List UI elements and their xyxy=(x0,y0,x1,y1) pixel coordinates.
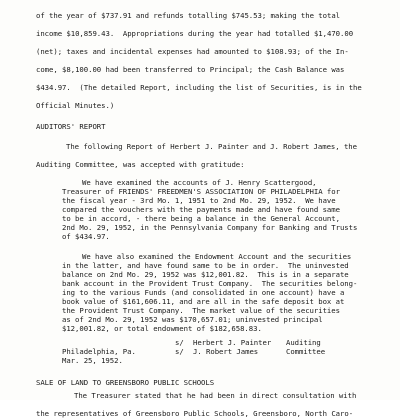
audit-para1-line-4: compared the vouchers with the payments made and have found same xyxy=(62,205,340,214)
intro-line-1: of the year of $737.91 and refunds totalling $745.53; making the total xyxy=(36,11,341,20)
audit-para2-line-7: the Provident Trust Company. The market value of the securities xyxy=(62,306,340,315)
intro-line-3: (net); taxes and incidental expenses had amounted to $108.93; of the In- xyxy=(36,47,349,56)
signature-mark-2: s/ xyxy=(175,347,184,356)
signature-role-1: Auditing xyxy=(286,338,321,347)
audit-para2-line-3: balance on 2nd Mo. 29, 1952 was $12,001.82. This is in a separate xyxy=(62,270,349,279)
audit-para1-line-1: We have examined the accounts of J. Henry Scattergood, xyxy=(82,178,317,187)
sale-line-2: the representatives of Greensboro Public Schools, Greensboro, North Caro- xyxy=(36,409,354,418)
audit-para2-line-6: book value of $161,606.11, and are all in the safe deposit box at xyxy=(62,297,345,306)
audit-para2-line-4: bank account in the Provident Trust Company. The securities belong- xyxy=(62,279,358,288)
audit-para2-line-2: in the latter, and have found same to be in order. The uninvested xyxy=(62,261,349,270)
sale-heading: SALE OF LAND TO GREENSBORO PUBLIC SCHOOLS xyxy=(36,378,215,387)
auditors-intro-line-1: The following Report of Herbert J. Painter and J. Robert James, the xyxy=(66,142,357,151)
intro-line-4: come, $8,100.00 had been transferred to Principal; the Cash Balance was xyxy=(36,65,345,74)
sale-line-1: The Treasurer stated that he had been in direct consultation with xyxy=(74,391,357,400)
auditors-report-heading: AUDITORS' REPORT xyxy=(36,122,106,131)
audit-para1-line-6: 2nd Mo. 29, 1952, in the Pennsylvania Company for Banking and Trusts xyxy=(62,223,358,232)
audit-para1-line-5: to be in accord, - there being a balance in the General Account, xyxy=(62,214,340,223)
auditors-intro-line-2: Auditing Committee, was accepted with gratitude: xyxy=(36,160,245,169)
signature-role-2: Committee xyxy=(286,347,326,356)
intro-line-6: Official Minutes.) xyxy=(36,101,115,110)
audit-para1-line-2: Treasurer of FRIENDS' FREEDMEN'S ASSOCIATION OF PHILADELPHIA for xyxy=(62,187,340,196)
intro-line-5: $434.97. (The detailed Report, including the list of Securities, is in the xyxy=(36,83,362,92)
audit-para1-line-3: the fiscal year - 3rd Mo. 1, 1951 to 2nd Mo. 29, 1952. We have xyxy=(62,196,336,205)
audit-para2-line-8: as of 2nd Mo. 29, 1952 was $170,657.01; uninvested principal xyxy=(62,315,323,324)
audit-para2-line-1: We have also examined the Endowment Account and the securities xyxy=(82,252,352,261)
audit-para2-line-9: $12,001.82, or total endowment of $182,658.83. xyxy=(62,324,262,333)
intro-line-2: income $10,859.43. Appropriations during the year had totalled $1,470.00 xyxy=(36,29,354,38)
audit-para1-line-7: of $434.97. xyxy=(62,232,110,241)
signature-name-2: J. Robert James xyxy=(193,347,259,356)
audit-para2-line-5: ing to the various Funds (and consolidated in one account) have a xyxy=(62,288,345,297)
signature-date: Mar. 25, 1952. xyxy=(62,356,123,365)
signature-place: Philadelphia, Pa. xyxy=(62,347,136,356)
signature-name-1: Herbert J. Painter xyxy=(193,338,272,347)
signature-mark-1: s/ xyxy=(175,338,184,347)
